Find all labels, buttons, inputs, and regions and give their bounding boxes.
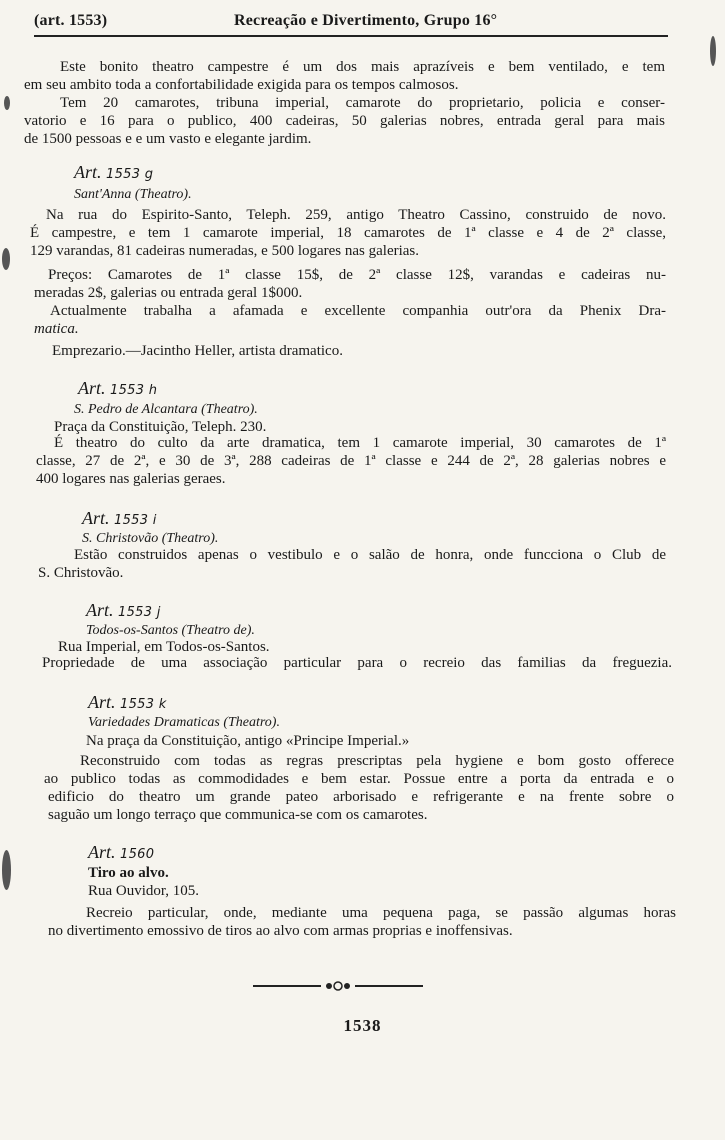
intro-line: em seu ambito toda a confortabilidade exigida para os tempos calmosos. [24, 77, 459, 93]
article-line: ao publico todas as commodidades e bem estar. Possue entre a porta da entrada e o [44, 771, 674, 787]
article-label: Art. [88, 692, 116, 712]
article-number: 1553 g [106, 167, 154, 182]
scan-mark [710, 36, 716, 66]
article-label: Art. [88, 842, 116, 862]
article-line: Actualmente trabalha a afamada e excellente companhia outr'ora da Phenix Dra- [50, 303, 666, 319]
article-line: Reconstruido com todas as regras prescriptas pela hygiene e bom gosto offerece [80, 753, 674, 769]
article-subtitle: Sant'Anna (Theatro). [74, 187, 192, 202]
article-line: Rua Imperial, em Todos-os-Santos. [58, 639, 270, 655]
article-line: Estão construidos apenas o vestibulo e o salão de honra, onde funcciona o Club de [74, 547, 666, 563]
scan-mark [2, 850, 11, 890]
article-heading [88, 842, 154, 865]
article-heading [88, 692, 167, 715]
header-rule [34, 35, 668, 37]
header-article-ref: (art. 1553) [34, 12, 108, 29]
article-line: Rua Ouvidor, 105. [88, 883, 200, 899]
article-line: no divertimento emossivo de tiros ao alvo com armas proprias e inoffensivas. [48, 923, 513, 939]
scan-mark [4, 96, 10, 110]
running-header [34, 10, 670, 34]
article-line: meradas 2$, galerias ou entrada geral 1$000. [34, 285, 303, 301]
intro-line: Tem 20 camarotes, tribuna imperial, camarote do proprietario, policia e conser- [60, 95, 665, 111]
article-number: 1553 j [118, 605, 161, 620]
article-subtitle: S. Pedro de Alcantara (Theatro). [74, 402, 258, 417]
article-line: matica. [34, 321, 79, 337]
article-subtitle: S. Christovão (Theatro). [82, 531, 219, 546]
article-label: Art. [74, 162, 102, 182]
article-number: 1553 h [110, 383, 158, 398]
intro-line: de 1500 pessoas e e um vasto e elegante jardim. [24, 131, 312, 147]
article-subtitle: Todos-os-Santos (Theatro de). [86, 623, 255, 638]
article-heading [86, 600, 161, 623]
article-line: S. Christovão. [38, 565, 124, 581]
article-number: 1553 i [114, 513, 157, 528]
article-subtitle: Variedades Dramaticas (Theatro). [88, 715, 280, 730]
article-line: Na rua do Espirito-Santo, Teleph. 259, antigo Theatro Cassino, construido de novo. [46, 207, 666, 223]
scan-mark [2, 248, 10, 270]
article-line: classe, 27 de 2ª, e 30 de 3ª, 288 cadeiras de 1ª classe e 244 de 2ª, 28 galerias nobres e [36, 453, 666, 469]
article-heading [78, 378, 157, 401]
article-number: 1553 k [120, 697, 167, 712]
article-line: Recreio particular, onde, mediante uma pequena paga, se passão algumas horas [86, 905, 676, 921]
article-line: edificio do theatro um grande pateo arborisado e refrigerante e na frente sobre o [48, 789, 674, 805]
article-number: 1560 [120, 847, 155, 862]
article-line: 129 varandas, 81 cadeiras numeradas, e 500 logares nas galerias. [30, 243, 420, 259]
article-line: É campestre, e tem 1 camarote imperial, 18 camarotes de 1ª classe e 4 de 2ª classe, [30, 225, 666, 241]
article-line: saguão um longo terraço que communica-se com os camarotes. [48, 807, 428, 823]
article-heading [74, 162, 153, 185]
article-heading [82, 508, 157, 531]
article-line: Emprezario.—Jacintho Heller, artista dramatico. [52, 343, 343, 359]
article-line: Na praça da Constituição, antigo «Principe Imperial.» [86, 733, 410, 749]
article-line: Praça da Constituição, Teleph. 230. [54, 419, 267, 435]
article-label: Art. [82, 508, 110, 528]
page-number: 1538 [343, 1016, 382, 1035]
article-label: Art. [78, 378, 106, 398]
intro-line: vatorio e 16 para o publico, 400 cadeiras, 50 galerias nobres, entrada geral para mais [24, 113, 665, 129]
intro-line: Este bonito theatro campestre é um dos mais aprazíveis e bem ventilado, e tem [60, 59, 665, 75]
article-line: É theatro do culto da arte dramatica, tem 1 camarote imperial, 30 camarotes de 1ª [54, 435, 666, 451]
ornament-divider [253, 980, 423, 992]
article-subtitle: Tiro ao alvo. [88, 865, 169, 881]
header-title: Recreação e Divertimento, Grupo 16° [234, 12, 498, 29]
article-label: Art. [86, 600, 114, 620]
article-line: Propriedade de uma associação particular para o recreio das familias da freguezia. [42, 655, 672, 671]
article-line: 400 logares nas galerias geraes. [36, 471, 226, 487]
article-line: Preços: Camarotes de 1ª classe 15$, de 2ª classe 12$, varandas e cadeiras nu- [48, 267, 666, 283]
